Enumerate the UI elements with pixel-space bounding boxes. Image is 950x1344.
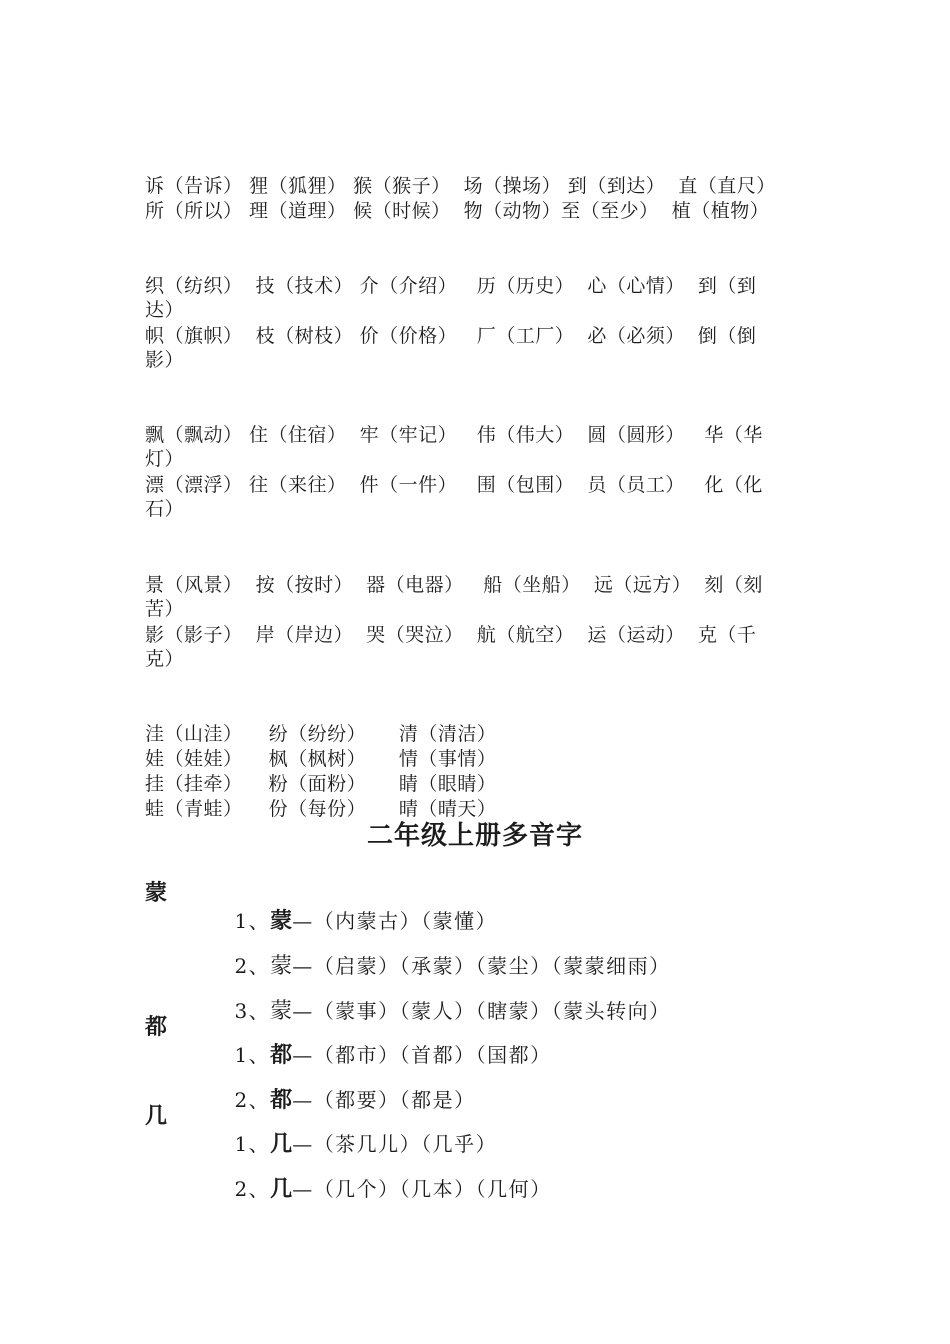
entry-char: 都 <box>270 1043 293 1068</box>
entry-number: 1、 <box>234 1043 271 1067</box>
word-line: 挂（挂牵） 粉（面粉） 睛（眼睛） <box>145 773 497 795</box>
entry-words: —（都市）（首都）（国都） <box>292 1043 552 1067</box>
word-line: 织（纺织） 技（技术） 介（介绍） 历（历史） 心（心情） 到（到 <box>145 275 757 297</box>
word-line: 影） <box>145 349 185 371</box>
word-line: 达） <box>145 299 185 321</box>
entry-char: 几 <box>270 1132 293 1157</box>
entry-words: —（启蒙）（承蒙）（蒙尘）（蒙蒙细雨） <box>292 954 671 978</box>
entry-words: —（都要）（都是） <box>292 1088 476 1112</box>
word-line: 影（影子） 岸（岸边） 哭（哭泣） 航（航空） 运（运动） 克（千 <box>145 624 757 646</box>
entry-words: —（茶几儿）（几乎） <box>292 1132 498 1156</box>
entry-char: 蒙 <box>270 909 293 934</box>
section-title: 二年级上册多音字 <box>366 821 583 851</box>
word-line: 苦） <box>145 598 185 620</box>
entry-number: 2、 <box>234 1177 271 1201</box>
word-line: 洼（山洼） 纷（纷纷） 清（清洁） <box>145 723 497 745</box>
entry-char: 蒙 <box>270 954 293 979</box>
entry-char: 几 <box>270 1177 293 1202</box>
word-line: 蛙（青蛙） 份（每份） 晴（晴天） <box>145 798 497 820</box>
entry-number: 2、 <box>234 1088 271 1112</box>
word-line: 漂（漂浮） 往（来往） 件（一件） 围（包围） 员（员工） 化（化 <box>145 474 763 496</box>
polyphonic-char: 都 <box>145 1014 168 1040</box>
entry-words: —（内蒙古）（蒙懂） <box>292 909 498 933</box>
polyphonic-char: 几 <box>145 1103 168 1129</box>
polyphonic-entry <box>203 1147 552 1232</box>
entry-number: 3、 <box>234 999 271 1023</box>
word-line: 克） <box>145 648 185 670</box>
polyphonic-char: 蒙 <box>145 880 168 906</box>
entry-words: —（几个）（几本）（几何） <box>292 1177 552 1201</box>
word-line: 所（所以） 理（道理） 候（时候） 物（动物）至（至少） 植（植物） <box>145 200 770 222</box>
word-line: 诉（告诉） 狸（狐狸） 猴（猴子） 场（操场） 到（到达） 直（直尺） <box>145 175 776 197</box>
entry-words: —（蒙事）（蒙人）（瞎蒙）（蒙头转向） <box>292 999 671 1023</box>
word-line: 灯） <box>145 448 185 470</box>
word-line: 飘（飘动） 住（住宿） 牢（牢记） 伟（伟大） 圆（圆形） 华（华 <box>145 424 763 446</box>
entry-char: 蒙 <box>270 999 293 1024</box>
entry-number: 1、 <box>234 909 271 933</box>
entry-number: 2、 <box>234 954 271 978</box>
word-line: 石） <box>145 498 185 520</box>
entry-char: 都 <box>270 1088 293 1113</box>
word-line: 景（风景） 按（按时） 器（电器） 船（坐船） 远（远方） 刻（刻 <box>145 574 763 596</box>
word-line: 帜（旗帜） 枝（树枝） 价（价格） 厂（工厂） 必（必须） 倒（倒 <box>145 325 757 347</box>
word-line: 娃（娃娃） 枫（枫树） 情（事情） <box>145 748 497 770</box>
entry-number: 1、 <box>234 1132 271 1156</box>
